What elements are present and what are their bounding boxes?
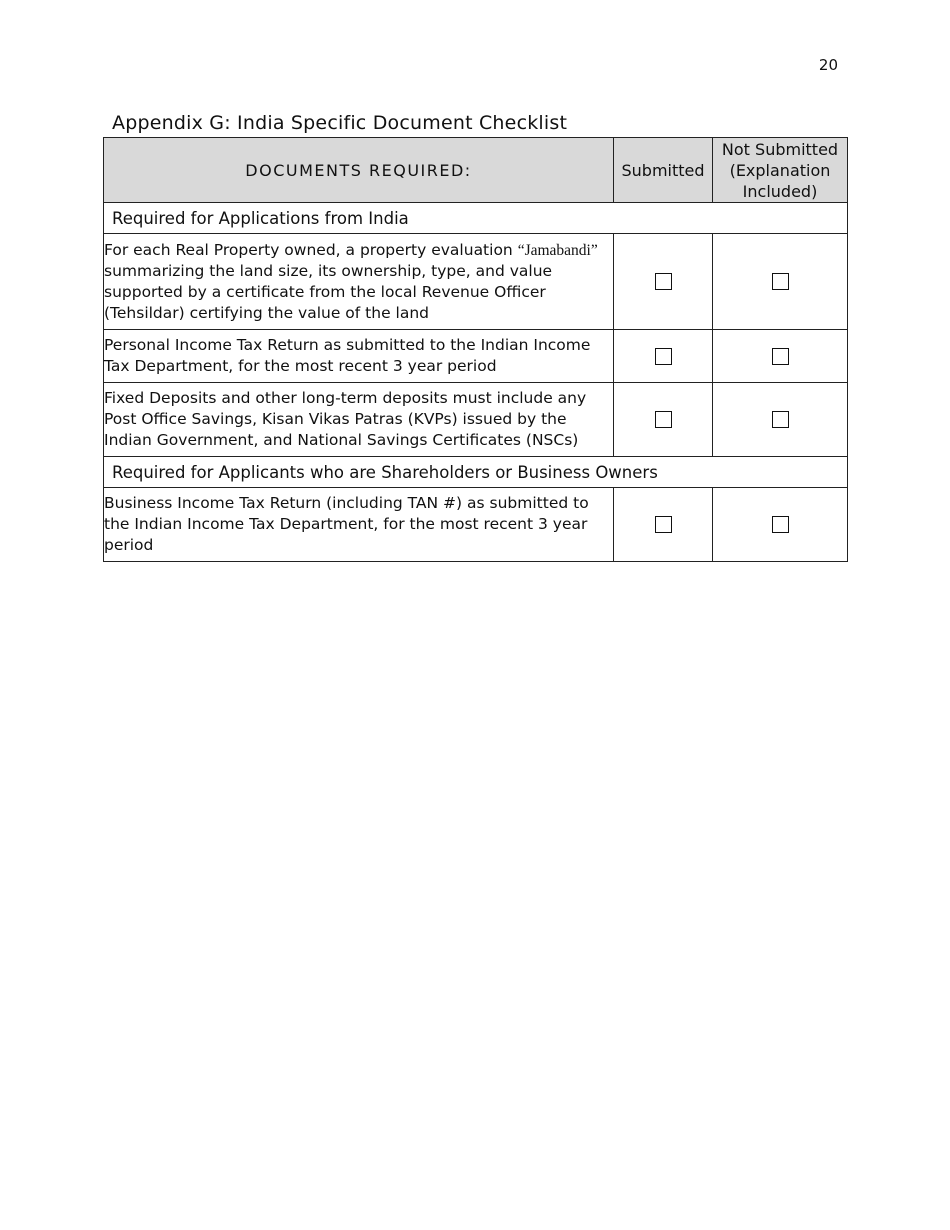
not-submitted-checkbox[interactable] xyxy=(772,348,789,365)
appendix-title: Appendix G: India Specific Document Checklist xyxy=(112,112,568,134)
header-not-submitted-line2: (Explanation xyxy=(729,160,831,180)
table-row xyxy=(104,383,848,457)
section-label: Required for Applications from India xyxy=(104,203,848,234)
header-documents-required: DOCUMENTS REQUIRED: xyxy=(104,138,614,203)
header-not-submitted-line3: Included) xyxy=(742,181,818,201)
submitted-checkbox[interactable] xyxy=(655,348,672,365)
submitted-cell xyxy=(614,383,713,457)
section-label: Required for Applicants who are Shareholders or Business Owners xyxy=(104,457,848,488)
section-row-india xyxy=(104,203,848,234)
document-item-text: Fixed Deposits and other long-term deposits must include any Post Office Savings, Kisan Vikas Patras (KVPs) issued by the Indian Government, and National Savings Certificates (NSCs) xyxy=(104,383,614,457)
not-submitted-cell xyxy=(713,383,848,457)
not-submitted-checkbox[interactable] xyxy=(772,273,789,290)
header-submitted: Submitted xyxy=(614,138,713,203)
item-text-part: For each Real Property owned, a property evaluation xyxy=(104,240,518,259)
table-row xyxy=(104,234,848,330)
not-submitted-cell xyxy=(713,488,848,562)
table-row xyxy=(104,330,848,383)
table-header-row xyxy=(104,138,848,203)
document-item-text xyxy=(104,234,614,330)
document-item-text: Business Income Tax Return (including TAN #) as submitted to the Indian Income Tax Department, for the most recent 3 year period xyxy=(104,488,614,562)
page-number: 20 xyxy=(818,56,838,74)
not-submitted-checkbox[interactable] xyxy=(772,411,789,428)
document-item-text: Personal Income Tax Return as submitted to the Indian Income Tax Department, for the most recent 3 year period xyxy=(104,330,614,383)
table-row xyxy=(104,488,848,562)
submitted-cell xyxy=(614,488,713,562)
submitted-checkbox[interactable] xyxy=(655,516,672,533)
header-not-submitted-line1: Not Submitted xyxy=(721,139,839,159)
item-text-part: summarizing the land size, its ownership, type, and value supported by a certificate from the local Revenue Officer (Tehsildar) certifying the value of the land xyxy=(104,261,553,322)
not-submitted-cell xyxy=(713,330,848,383)
not-submitted-cell xyxy=(713,234,848,330)
submitted-checkbox[interactable] xyxy=(655,273,672,290)
submitted-cell xyxy=(614,330,713,383)
item-text-quote: “Jamabandi” xyxy=(517,241,598,259)
submitted-checkbox[interactable] xyxy=(655,411,672,428)
not-submitted-checkbox[interactable] xyxy=(772,516,789,533)
submitted-cell xyxy=(614,234,713,330)
section-row-business-owners xyxy=(104,457,848,488)
document-checklist-table xyxy=(103,137,848,562)
header-not-submitted xyxy=(713,138,848,203)
